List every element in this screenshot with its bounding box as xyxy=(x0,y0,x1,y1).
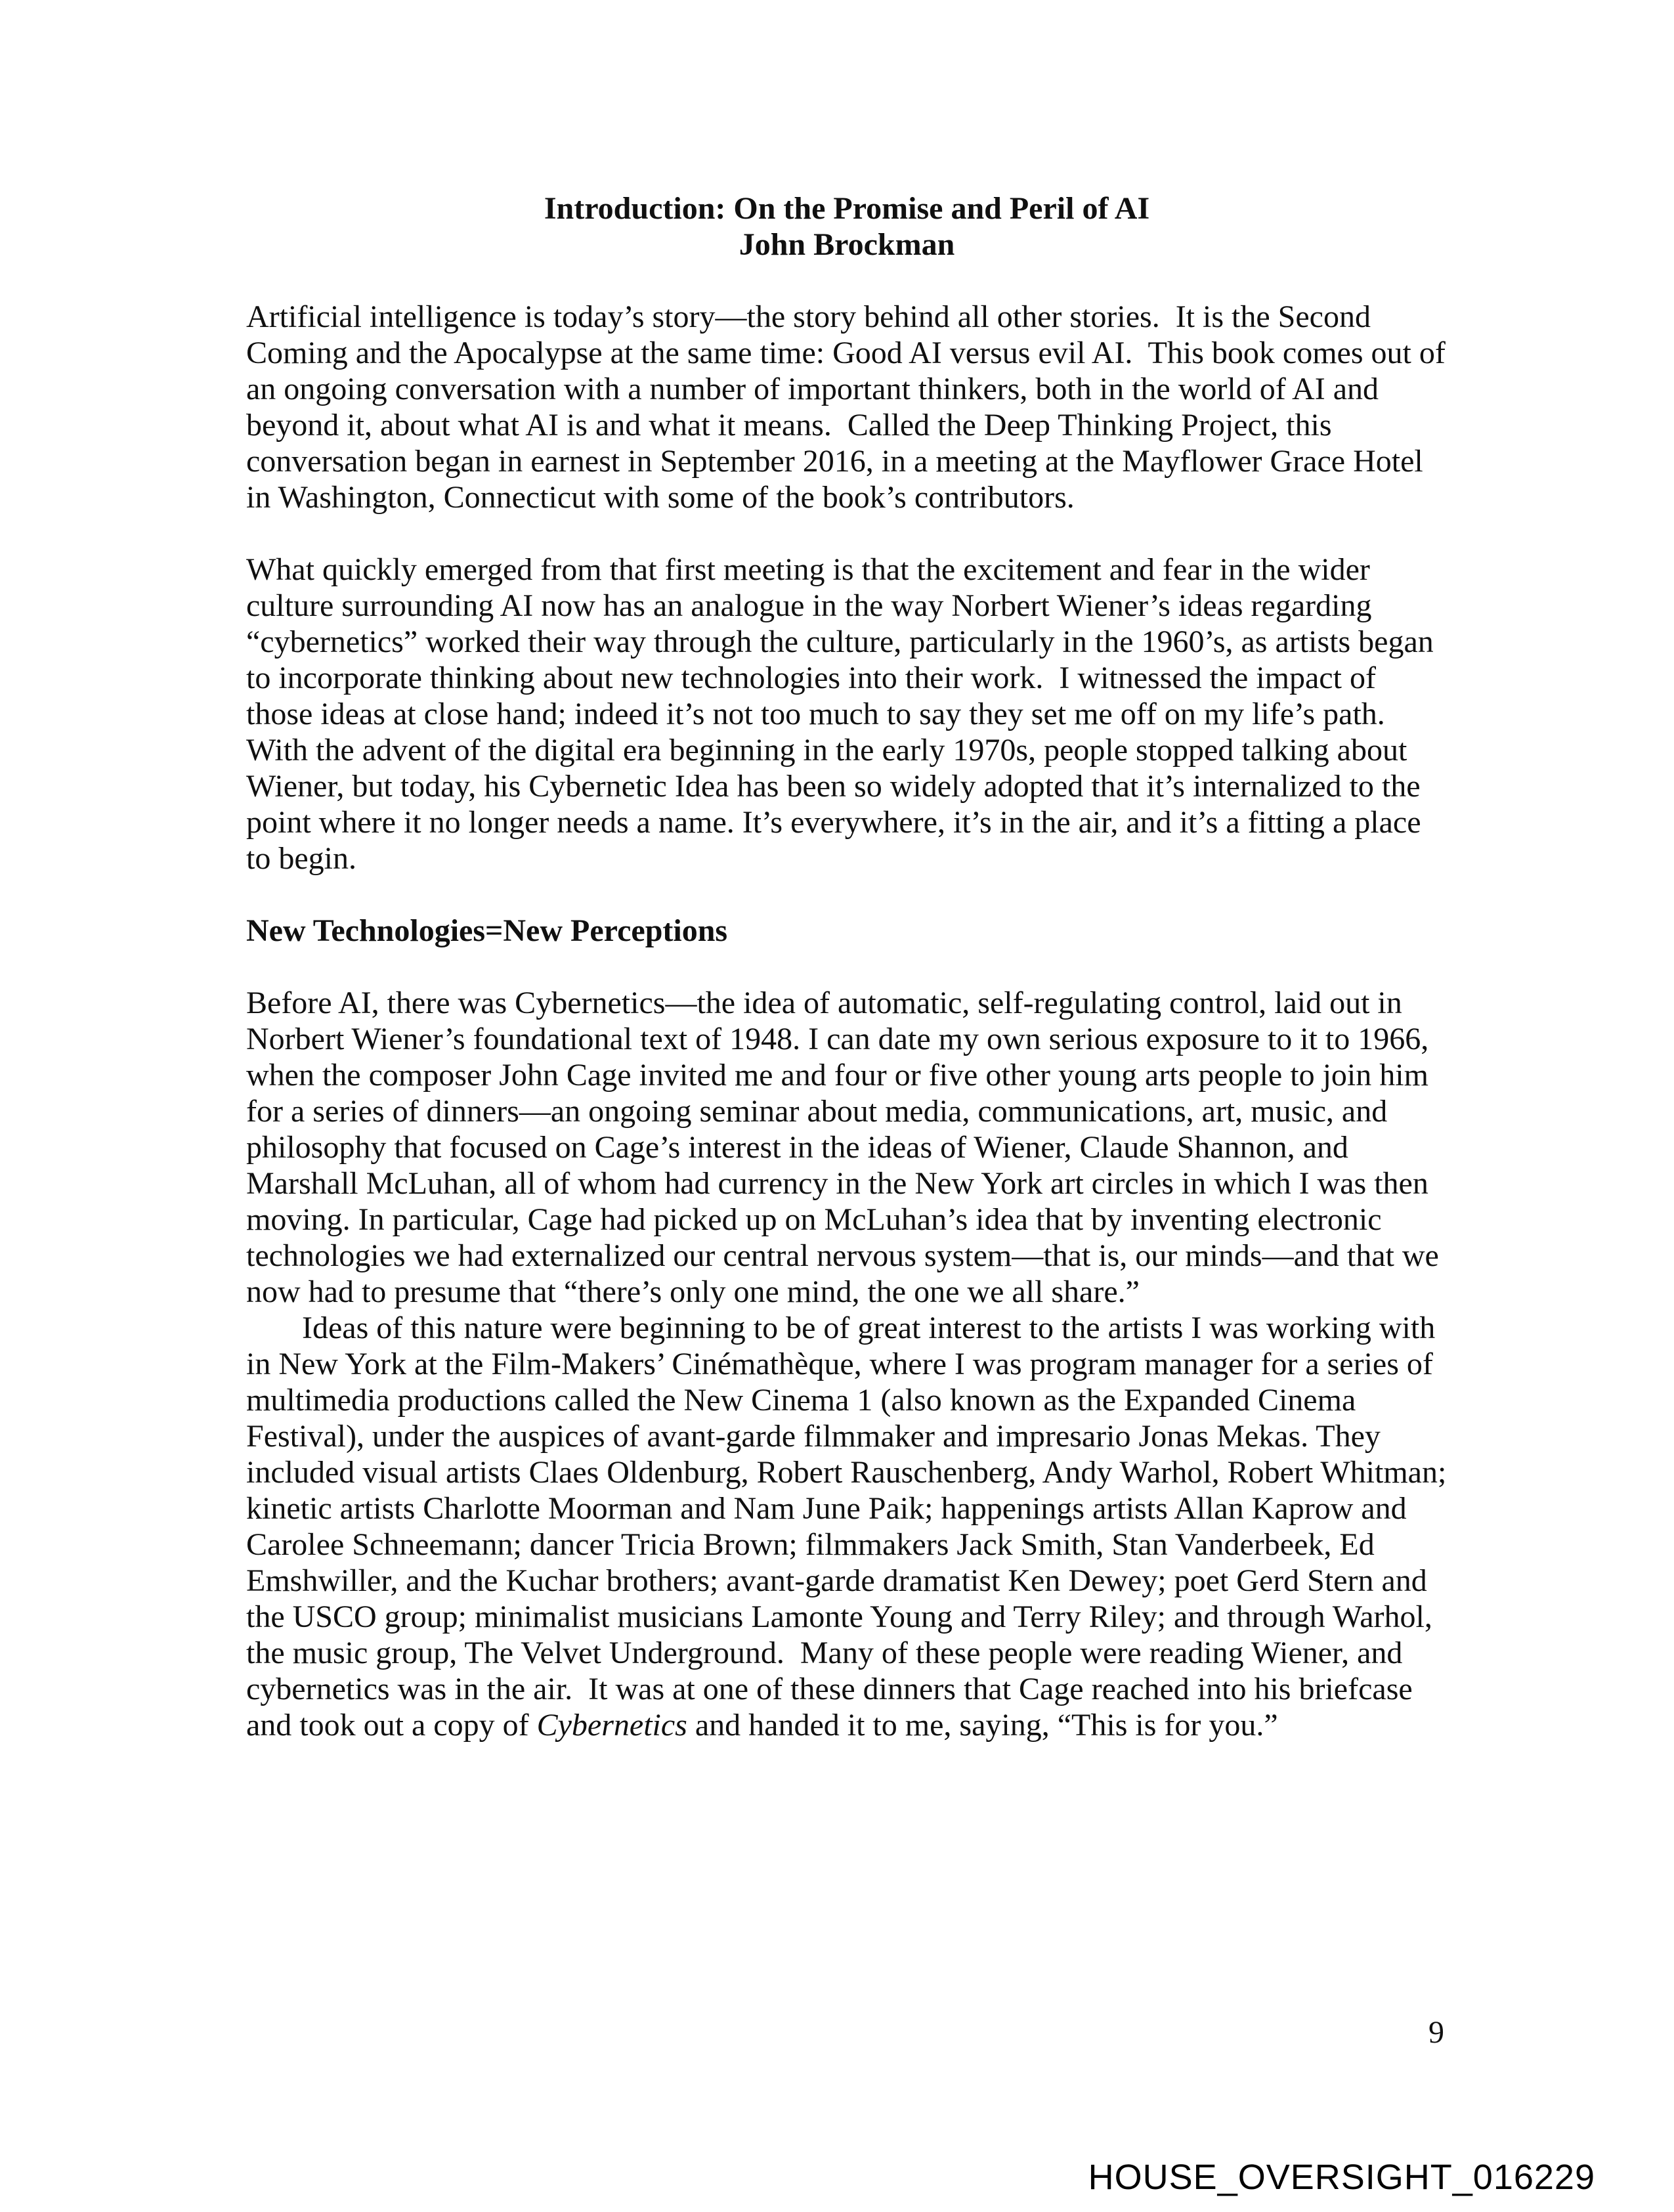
document-content xyxy=(246,190,1455,1743)
bates-stamp: HOUSE_OVERSIGHT_016229 xyxy=(1088,2158,1595,2197)
document-title: Introduction: On the Promise and Peril of AI xyxy=(544,191,1150,226)
book-title-cybernetics: Cybernetics xyxy=(536,1708,687,1743)
title-block xyxy=(246,190,1448,263)
document-author: John Brockman xyxy=(739,227,955,262)
page-number: 9 xyxy=(1428,2015,1444,2050)
paragraph-4 xyxy=(246,1310,1455,1743)
paragraph-2: What quickly emerged from that first meeting is that the excitement and fear in the wider culture surrounding AI now has an analogue in the way Norbert Wiener’s ideas regarding “cybernetics” worked their way through the culture, particularly in the 1960’s, as artists began to incorporate thinking about new technologies into their work. I witnessed the impact of those ideas at close hand; indeed it’s not too much to say they set me off on my life’s path. With the advent of the digital era beginning in the early 1970s, people stopped talking about Wiener, but today, his Cybernetic Idea has been so widely adopted that it’s internalized to the point where it no longer needs a name. It’s everywhere, it’s in the air, and it’s a fitting a place to begin. xyxy=(246,552,1442,876)
paragraph-4-text-end: and handed it to me, saying, “This is for you.” xyxy=(687,1708,1278,1743)
paragraph-3: Before AI, there was Cybernetics—the idea of automatic, self-regulating control, laid out in Norbert Wiener’s foundational text of 1948. I can date my own serious exposure to it to 1966, when the composer John Cage invited me and four or five other young arts people to join him for a series of dinners—an ongoing seminar about media, communications, art, music, and philosophy that focused on Cage’s interest in the ideas of Wiener, Claude Shannon, and Marshall McLuhan, all of whom had currency in the New York art circles in which I was then moving. In particular, Cage had picked up on McLuhan’s idea that by inventing electronic technologies we had externalized our central nervous system—that is, our minds—and that we now had to presume that “there’s only one mind, the one we all share.” xyxy=(246,986,1447,1309)
paragraph-1: Artificial intelligence is today’s story—the story behind all other stories. It is the Second Coming and the Apocalypse at the same time: Good AI versus evil AI. This book comes out of an ongoing conversation with a number of important thinkers, both in the world of AI and beyond it, about what AI is and what it means. Called the Deep Thinking Project, this conversation began in earnest in September 2016, in a meeting at the Mayflower Grace Hotel in Washington, Connecticut with some of the book’s contributors. xyxy=(246,299,1453,515)
section-heading: New Technologies=New Perceptions xyxy=(246,913,728,948)
paragraph-4-text-start: Ideas of this nature were beginning to be of great interest to the artists I was working with in New York at the Film-Makers’ Cinémathèque, where I was program manager for a series of multimedia productions called the New Cinema 1 (also known as the Expanded Cinema Festival), under the auspices of avant-garde filmmaker and impresario Jonas Mekas. They included visual artists Claes Oldenburg, Robert Rauschenberg, Andy Warhol, Robert Whitman; kinetic artists Charlotte Moorman and Nam June Paik; happenings artists Allan Kaprow and Carolee Schneemann; dancer Tricia Brown; filmmakers Jack Smith, Stan Vanderbeek, Ed Emshwiller, and the Kuchar brothers; avant-garde dramatist Ken Dewey; poet Gerd Stern and the USCO group; minimalist musicians Lamonte Young and Terry Riley; and through Warhol, the music group, The Velvet Underground. Many of these people were reading Wiener, and cybernetics was in the air. It was at one of these dinners that Cage reached into his briefcase and took out a copy of xyxy=(246,1311,1455,1743)
